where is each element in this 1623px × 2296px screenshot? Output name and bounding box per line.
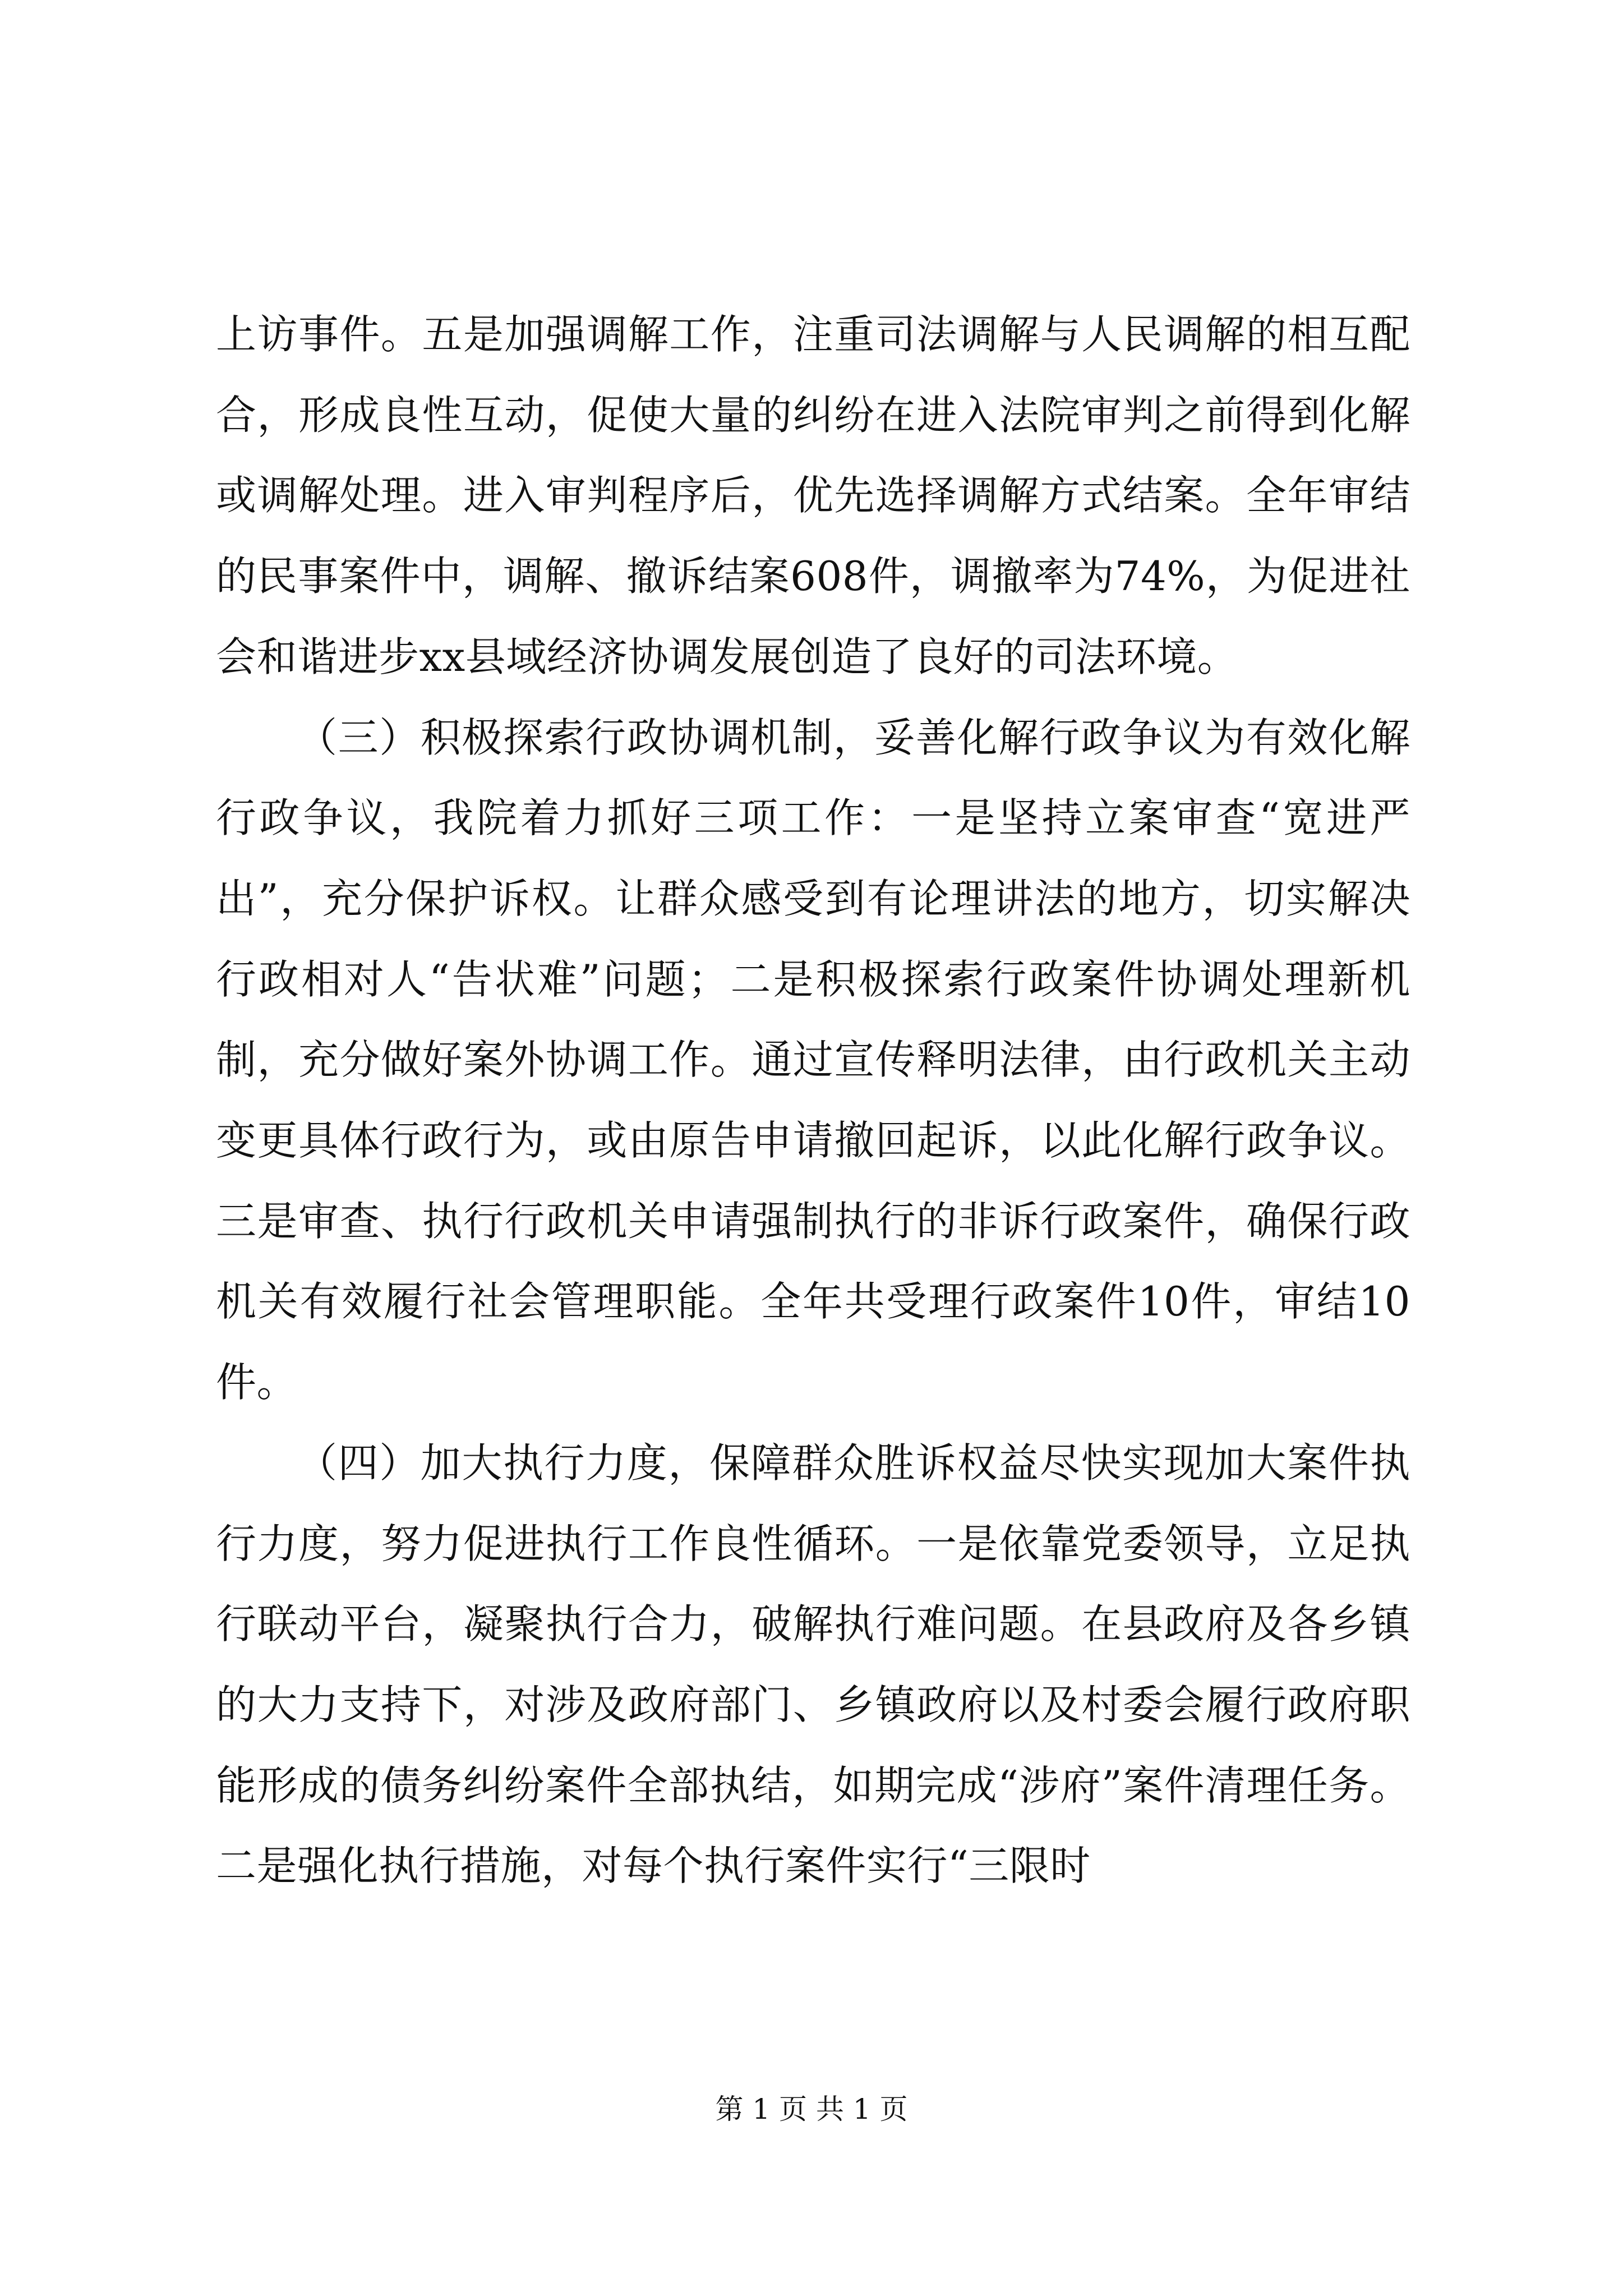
page-number-footer: 第 1 页 共 1 页 bbox=[715, 2093, 908, 2125]
paragraph-mediation-continued: 上访事件。五是加强调解工作，注重司法调解与人民调解的相互配合，形成良性互动，促使大量的纠纷在进入法院审判之前得到化解或调解处理。进入审判程序后，优先选择调解方式结案。全年审结的民事案件中，调解、撤诉结案608件，调撤率为74%，为促进社会和谐进步xx县域经济协调发展创造了良好的司法环境。 bbox=[216, 311, 1410, 680]
paragraph-administrative-coordination: （三）积极探索行政协调机制，妥善化解行政争议为有效化解行政争议，我院着力抓好三项工作：一是坚持立案审查“宽进严出”，充分保护诉权。让群众感受到有论理讲法的地方，切实解决行政相对人“告状难”问题；二是积极探索行政案件协调处理新机制，充分做好案外协调工作。通过宣传释明法律，由行政机关主动变更具体行政行为，或由原告申请撤回起诉，以此化解行政争议。三是审查、执行行政机关申请强制执行的非诉行政案件，确保行政机关有效履行社会管理职能。全年共受理行政案件10件，审结10件。 bbox=[216, 714, 1410, 1406]
paragraph-enforcement: （四）加大执行力度，保障群众胜诉权益尽快实现加大案件执行力度，努力促进执行工作良性循环。一是依靠党委领导，立足执行联动平台，凝聚执行合力，破解执行难问题。在县政府及各乡镇的大力支持下，对涉及政府部门、乡镇政府以及村委会履行政府职能形成的债务纠纷案件全部执结，如期完成“涉府”案件清理任务。二是强化执行措施，对每个执行案件实行“三限时 bbox=[216, 1439, 1410, 1890]
document-body bbox=[216, 295, 1410, 1907]
